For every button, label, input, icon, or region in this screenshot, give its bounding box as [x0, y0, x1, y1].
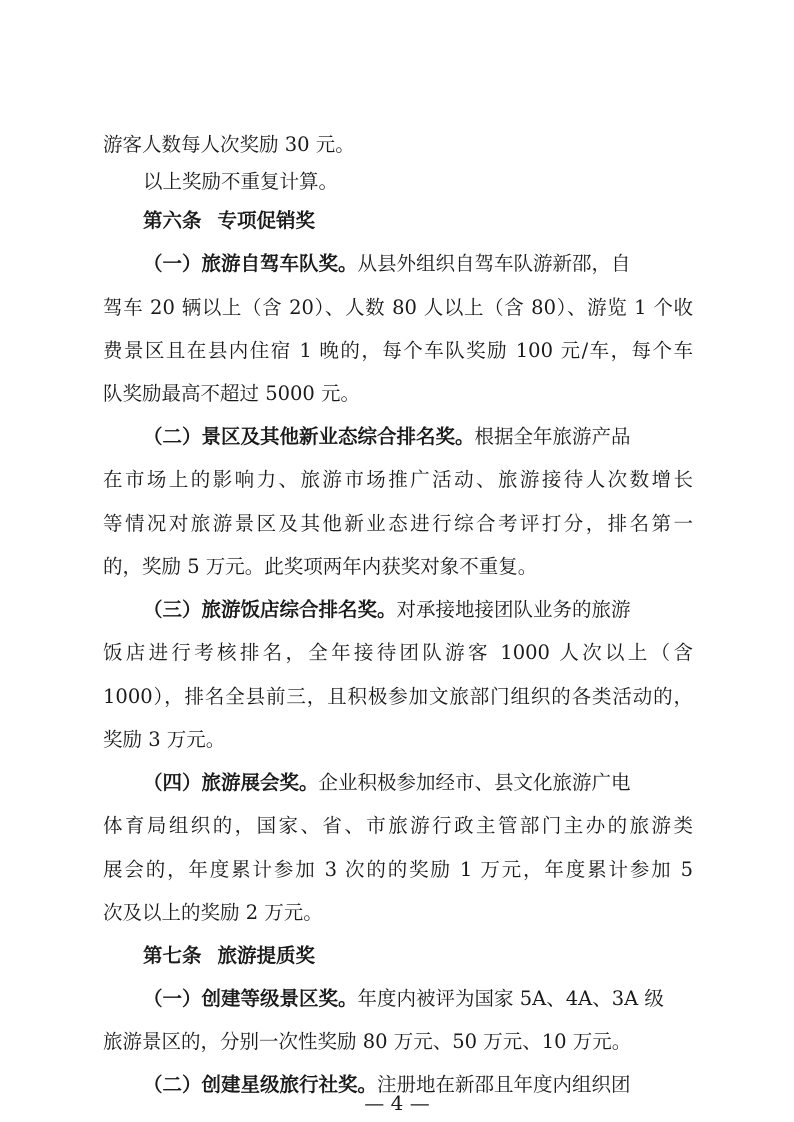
clause-text: 对承接地接团队业务的旅游 [396, 598, 631, 621]
text-line: 驾车 20 辆以上（含 20）、人数 80 人以上（含 80）、游览 1 个收 [103, 296, 693, 319]
text-line: 以上奖励不重复计算。 [143, 170, 339, 193]
article-number: 第七条 [143, 944, 202, 967]
text-line: 体育局组织的，国家、省、市旅游行政主管部门主办的旅游类 [103, 814, 693, 837]
clause-text: 注册地在新邵且年度内组织团 [377, 1073, 631, 1096]
text-line: 在市场上的影响力、旅游市场推广活动、旅游接待人次数增长 [103, 468, 693, 491]
page-number: — 4 — [364, 1091, 430, 1115]
text-line: 旅游景区的，分别一次性奖励 80 万元、50 万元、10 万元。 [103, 1030, 632, 1053]
article-title: 专项促销奖 [217, 209, 316, 232]
clause-heading: （二）创建星级旅行社奖。 [143, 1073, 378, 1096]
article-title: 旅游提质奖 [217, 944, 316, 967]
text-line: 饭店进行考核排名，全年接待团队游客 1000 人次以上（含 [103, 641, 693, 664]
clause-text: 从县外组织自驾车队游新邵，自 [357, 252, 631, 275]
clause-text: 企业积极参加经市、县文化旅游广电 [318, 771, 631, 794]
clause-heading: （一）旅游自驾车队奖。 [143, 252, 358, 275]
clause-heading: （四）旅游展会奖。 [143, 771, 319, 794]
text-line: 1000），排名全县前三，且积极参加文旅部门组织的各类活动的， [103, 685, 693, 708]
article-number: 第六条 [143, 209, 202, 232]
text-line: 等情况对旅游景区及其他新业态进行综合考评打分，排名第一 [103, 512, 693, 535]
text-line: 展会的，年度累计参加 3 次的的奖励 1 万元，年度累计参加 5 [103, 858, 693, 881]
clause-heading: （二）景区及其他新业态综合排名奖。 [143, 425, 475, 448]
clause-heading: （三）旅游饭店综合排名奖。 [143, 598, 397, 621]
text-line: 次及以上的奖励 2 万元。 [103, 901, 323, 924]
text-line: 游客人数每人次奖励 30 元。 [103, 133, 355, 156]
clause-text: 根据全年旅游产品 [474, 425, 631, 448]
text-line: 奖励 3 万元。 [103, 728, 226, 751]
text-line: 费景区且在县内住宿 1 晚的，每个车队奖励 100 元/车，每个车 [103, 339, 693, 362]
text-line: 队奖励最高不超过 5000 元。 [103, 382, 361, 405]
text-line: 的，奖励 5 万元。此奖项两年内获奖对象不重复。 [103, 555, 538, 578]
clause-heading: （一）创建等级景区奖。 [143, 987, 358, 1010]
clause-text: 年度内被评为国家 5A、4A、3A 级 [357, 987, 664, 1010]
